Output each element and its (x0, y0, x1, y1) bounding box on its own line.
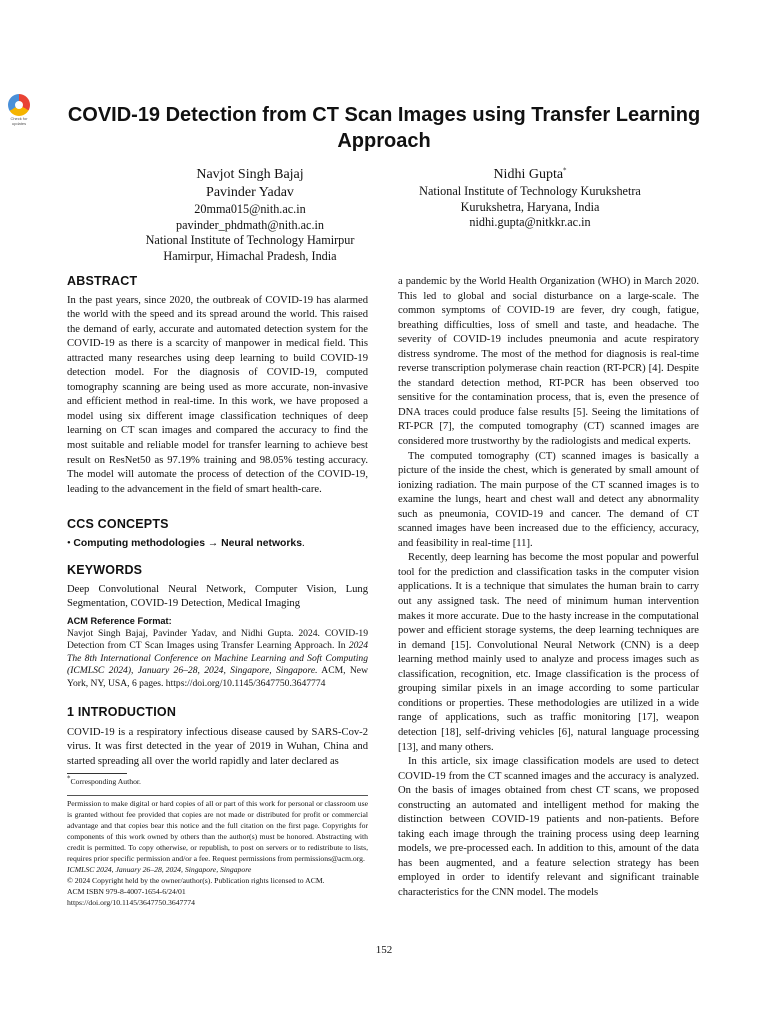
isbn-line: ACM ISBN 979-8-4007-1654-6/24/01 (67, 887, 186, 896)
badge-label: Check for updates (10, 116, 28, 126)
author-name: Nidhi Gupta* (493, 166, 567, 182)
author-email[interactable]: nidhi.gupta@nitkkr.ac.in (469, 215, 591, 229)
author-email[interactable]: 20mma015@nith.ac.in (194, 202, 306, 216)
author-name: Navjot Singh Bajaj (196, 167, 304, 182)
permission-block (67, 798, 368, 908)
footnote-rule (67, 773, 127, 774)
acm-reference-heading: ACM Reference Format: (67, 616, 172, 626)
conference-line: ICMLSC 2024, January 26–28, 2024, Singapore, Singapore (67, 865, 252, 874)
author-email[interactable]: pavinder_phdmath@nith.ac.in (176, 217, 324, 232)
check-for-updates-badge[interactable] (4, 94, 34, 126)
ccs-section (67, 517, 368, 551)
keywords-text: Deep Convolutional Neural Network, Computer Vision, Lung Segmentation, COVID-19 Detection, Medical Imaging (67, 583, 368, 610)
doi-link[interactable]: https://doi.org/10.1145/3647750.3647774 (67, 898, 195, 907)
author-location: Hamirpur, Himachal Pradesh, India (163, 248, 337, 263)
author-block-right (380, 166, 680, 231)
paragraph: In this article, six image classification models are used to detect COVID-19 from the CT scanned images and the accuracy is analyzed. On the basis of images obtained from chest CT scans, we proposed constructing an automated and intelligent method for making the distinction between COVID-19 patients and non-patients. Before taking each image through the training process using deep learning models, we pre-processed each. In addition to this, amount of the data has been augmented, and a feature selection strategy has been employed in order to identify relevant and significant trainable characteristics for the CNN model. The models (398, 756, 699, 898)
paragraph: The computed tomography (CT) scanned images is basically a picture of the inside the chest, which is generated by small amount of ionizing radiation. The main purpose of the CT scanned images is to examine the lungs, heart and chest wall and detect any abnormality such as pneumonia, COVID-19 and cancer. The demand of CT scanned images have been increased due to the efficiency, accuracy, and feasibility in real-time [11]. (398, 450, 699, 549)
acm-reference (67, 615, 368, 691)
page-number: 152 (375, 944, 393, 956)
permission-text: Permission to make digital or hard copies of all or part of this work for personal or classroom use is granted without fee provided that copies are not made or distributed for profit or commercial advantage and that copies bear this notice and the full citation on the first page. Copyrights for components of this work owned by others than the author(s) must be honored. Abstracting with credit is permitted. To copy otherwise, or republish, to post on servers or to redistribute to lists, requires prior specific permission and/or a fee. Request permissions from permissions@acm.org. (67, 799, 368, 863)
abstract-section (67, 274, 368, 497)
copyright-line: © 2024 Copyright held by the owner/author(s). Publication rights licensed to ACM. (67, 876, 325, 885)
author-affiliation: National Institute of Technology Hamirpur (145, 233, 355, 247)
permission-rule (67, 795, 368, 796)
introduction-section (67, 705, 368, 769)
paragraph: a pandemic by the World Health Organization (WHO) in March 2020. This led to global and social disturbance on a large-scale. The common symptoms of COVID-19 are fever, dry cough, fatigue, breathing difficulties, loss of smell and taste, and headache. The severity of COVID-19 includes pneumonia and acute respiratory distress syndrome. The most of the method for diagnosis is real-time reverse transcription polymerase chain reaction (RT-PCR) [4]. Despite the standard detection method, RT-PCR has been observed too sensitive for the contamination process, that is, even the presence of DNA traces could produce false results [5]. Seeing the limitations of RT-PCR [7], the computed tomography (CT) scanned images are considered more trustworthy by the radiologists and medical experts. (398, 276, 699, 448)
abstract-heading: ABSTRACT (67, 274, 138, 288)
right-column (398, 275, 699, 901)
crossmark-icon (8, 94, 30, 116)
paragraph: Recently, deep learning has become the most popular and powerful tool for the prediction and classification tasks in the computer vision applications. It is a technique that simulates the human brain to carry out any assigned task. The need of minimum human intervention makes it more accurate. Due to the hasty increase in the computational power and efficient storage systems, the deep learning techniques are in demand [15]. Convolutional Neural Network (CNN) is a deep learning method mainly used to analyze and process images such as classification, recognition, etc. Image classification is the process of grouping similar pixels in an image according to some particular conditions or properties. These methodologies are utilized in a wide range of applications, such as traffic monitoring [17], weapon detection [18], self-driving vehicles [6], natural language processing [13], and many others. (398, 552, 699, 753)
ccs-heading: CCS CONCEPTS (67, 517, 169, 531)
paper-title: COVID-19 Detection from CT Scan Images using Transfer Learning Approach (67, 104, 701, 152)
keywords-section (67, 563, 368, 612)
footnote: *Corresponding Author. (67, 774, 141, 786)
author-block-left (100, 166, 400, 264)
author-name: Pavinder Yadav (206, 185, 294, 200)
acm-reference-text: Navjot Singh Bajaj, Pavinder Yadav, and Nidhi Gupta. 2024. COVID-19 Detection from CT Scan Images using Transfer Learning Approach. In 2024 The 8th International Conference on Machine Learning and Soft Computing (ICMLSC 2024), January 26–28, 2024, Singapore, Singapore. ACM, New York, NY, USA, 6 pages. https://doi.org/10.1145/3647750.3647774 (67, 627, 368, 689)
corresponding-mark: * (563, 166, 567, 175)
ccs-concept: • Computing methodologies → Neural networks. (67, 537, 305, 549)
keywords-heading: KEYWORDS (67, 563, 143, 577)
abstract-text: In the past years, since 2020, the outbreak of COVID-19 has alarmed the world with the speed and its spread around the world. This raised the demand of early, accurate and automated detection system for the COVID-19 as there is a scarcity of manpower in medical field. This attracted many researches using deep learning to build COVID-19 detection model. For the diagnosis of COVID-19, computed tomography scanning are being used as more accurate, non-invasive and efficient method in real-time. In this work, we have proposed a model using six different image classification techniques of deep learning on CT scan images and compared the accuracy to find the most suitable and reliable model for transfer learning to achieve best result on ResNet50 as 97.19% training and 98.05% testing accuracy. The model will automate the process of detection of the COVID-19, leading to the advancement in the field of smart health-care. (67, 294, 368, 495)
introduction-heading: 1 INTRODUCTION (67, 705, 177, 719)
author-affiliation: National Institute of Technology Kurukshetra (419, 184, 641, 198)
introduction-paragraph: COVID-19 is a respiratory infectious disease caused by SARS-Cov-2 virus. It was first detected in the year of 2019 in Wuhan, China and started spreading all over the world rapidly and later declared as (67, 726, 368, 767)
author-location: Kurukshetra, Haryana, India (460, 199, 600, 214)
